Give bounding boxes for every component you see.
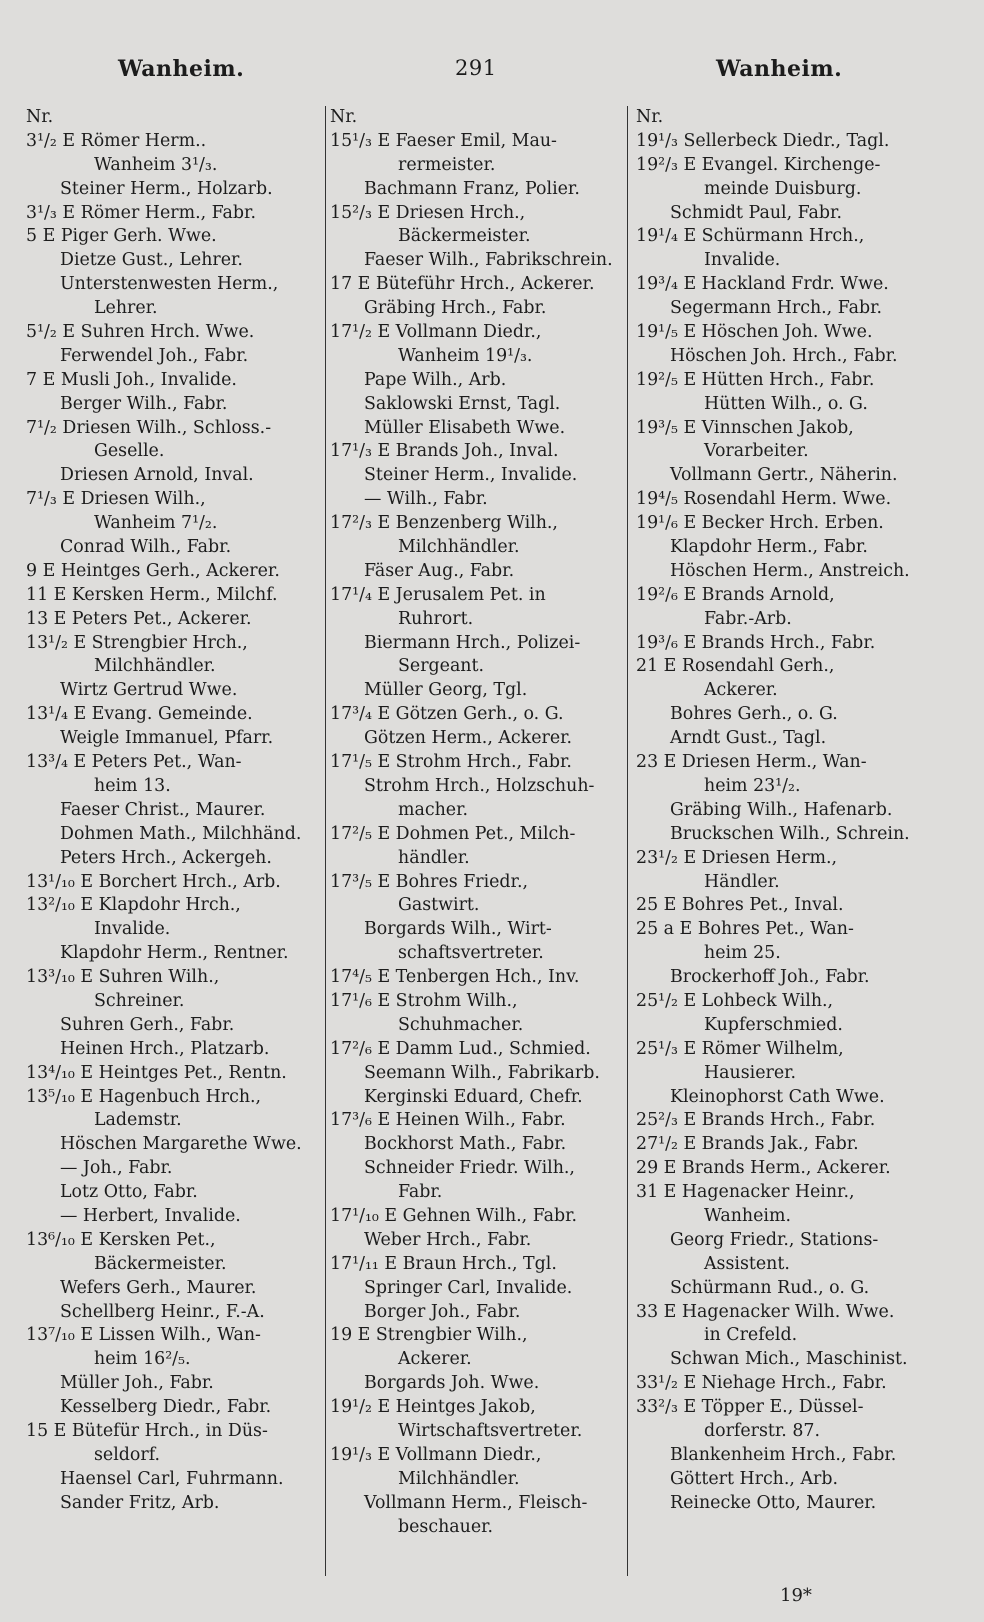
resident-entry: Borger Joh., Fabr. [364,1301,521,1322]
entry-continuation: Hütten Wilh., o. G. [704,393,868,414]
entry-continuation: Wirtschaftsvertreter. [398,1420,583,1441]
entry-continuation: beschauer. [398,1516,494,1537]
house-entry: 33 E Hagenacker Wilh. Wwe. [636,1301,895,1322]
house-entry: 23 E Driesen Herm., Wan- [636,752,867,773]
resident-entry: Saklowski Ernst, Tagl. [364,393,561,414]
house-entry: 17²/₃ E Benzenberg Wilh., [330,513,558,534]
column-3 [636,106,936,1516]
resident-entry: Schwan Mich., Maschinist. [670,1349,908,1370]
resident-entry: Weigle Immanuel, Pfarr. [60,728,274,749]
running-head-left: Wanheim. [118,56,245,82]
resident-entry: Steiner Herm., Holzarb. [60,178,273,199]
entry-continuation: Schuhmacher. [398,1014,524,1035]
house-entry: 25¹/₃ E Römer Wilhelm, [636,1038,844,1059]
resident-entry: Fäser Aug., Fabr. [364,560,515,581]
entry-continuation: schaftsvertreter. [398,943,544,964]
entry-continuation: händler. [398,847,470,868]
resident-entry: Schürmann Rud., o. G. [670,1277,870,1298]
resident-entry: Weber Hrch., Fabr. [364,1229,532,1250]
house-entry: 11 E Kersken Herm., Milchf. [26,584,278,605]
running-head-right: Wanheim. [716,56,843,82]
entry-continuation: Schreiner. [94,990,185,1011]
house-entry: 19 E Strengbier Wilh., [330,1325,528,1346]
house-entry: 19¹/₅ E Höschen Joh. Wwe. [636,322,873,343]
resident-entry: Dietze Gust., Lehrer. [60,250,243,271]
resident-entry: Peters Hrch., Ackergeh. [60,847,272,868]
column-2 [330,106,624,1539]
entry-continuation: Ackerer. [704,680,778,701]
house-entry: 13¹/₁₀ E Borchert Hrch., Arb. [26,871,281,892]
resident-entry: — Herbert, Invalide. [60,1205,241,1226]
resident-entry: Brockerhoff Joh., Fabr. [670,967,870,988]
resident-entry: Gräbing Hrch., Fabr. [364,298,547,319]
resident-entry: Springer Carl, Invalide. [364,1277,573,1298]
entry-continuation: in Crefeld. [704,1325,798,1346]
resident-entry: Driesen Arnold, Inval. [60,465,254,486]
entry-continuation: Bäckermeister. [94,1253,227,1274]
house-entry: 25 a E Bohres Pet., Wan- [636,919,854,940]
resident-entry: Dohmen Math., Milchhänd. [60,823,302,844]
house-entry: 19²/₅ E Hütten Hrch., Fabr. [636,369,875,390]
resident-entry: Strohm Hrch., Holzschuh- [364,775,595,796]
entry-continuation: Wanheim. [704,1205,792,1226]
house-entry: 13⁷/₁₀ E Lissen Wilh., Wan- [26,1325,261,1346]
resident-entry: Höschen Herm., Anstreich. [670,560,910,581]
resident-entry: Reinecke Otto, Maurer. [670,1492,877,1513]
entry-continuation: dorferstr. 87. [704,1420,820,1441]
house-entry: 17¹/₁₀ E Gehnen Wilh., Fabr. [330,1205,578,1226]
entry-continuation: Lademstr. [94,1110,182,1131]
resident-entry: Sander Fritz, Arb. [60,1492,220,1513]
house-entry: 17³/₆ E Heinen Wilh., Fabr. [330,1110,566,1131]
house-entry: 7¹/₂ Driesen Wilh., Schloss.- [26,417,272,438]
house-entry: 13³/₄ E Peters Pet., Wan- [26,752,242,773]
house-entry: 15²/₃ E Driesen Hrch., [330,202,526,223]
house-entry: 33¹/₂ E Niehage Hrch., Fabr. [636,1373,887,1394]
page-number: 291 [455,56,497,80]
house-entry: 17¹/₆ E Strohm Wilh., [330,990,518,1011]
house-entry: 7 E Musli Joh., Invalide. [26,369,237,390]
entry-continuation: Geselle. [94,441,165,462]
resident-entry: Suhren Gerh., Fabr. [60,1014,235,1035]
resident-entry: Vollmann Herm., Fleisch- [364,1492,588,1513]
resident-entry: — Wilh., Fabr. [364,489,488,510]
house-entry: 21 E Rosendahl Gerh., [636,656,835,677]
house-entry: 17³/₅ E Bohres Friedr., [330,871,529,892]
entry-continuation: Lehrer. [94,298,158,319]
entry-continuation: Kupferschmied. [704,1014,843,1035]
resident-entry: Müller Joh., Fabr. [60,1373,214,1394]
entry-continuation: Invalide. [94,919,171,940]
printer-signature: 19* [780,1585,812,1606]
entry-continuation: rermeister. [398,154,496,175]
house-entry: 29 E Brands Herm., Ackerer. [636,1158,891,1179]
entry-continuation: Ackerer. [398,1349,472,1370]
house-entry: 31 E Hagenacker Heinr., [636,1182,855,1203]
house-entry: 33²/₃ E Töpper E., Düssel- [636,1397,864,1418]
house-entry: 13²/₁₀ E Klapdohr Hrch., [26,895,241,916]
house-entry: 13¹/₂ E Strengbier Hrch., [26,632,248,653]
house-entry: 17¹/₄ E Jerusalem Pet. in [330,584,546,605]
entry-continuation: Hausierer. [704,1062,797,1083]
entry-continuation: heim 25. [704,943,781,964]
house-entry: 19³/₅ E Vinnschen Jakob, [636,417,854,438]
entry-continuation: Vorarbeiter. [704,441,809,462]
house-entry: 9 E Heintges Gerh., Ackerer. [26,560,280,581]
entry-continuation: heim 16²/₅. [94,1349,191,1370]
house-entry: 25 E Bohres Pet., Inval. [636,895,844,916]
house-entry: 19¹/₄ E Schürmann Hrch., [636,226,865,247]
entry-continuation: meinde Duisburg. [704,178,862,199]
resident-entry: Faeser Christ., Maurer. [60,799,266,820]
resident-entry: Borgards Joh. Wwe. [364,1373,540,1394]
column-rule [627,106,628,1576]
house-entry: 19¹/₃ Sellerbeck Diedr., Tagl. [636,130,890,151]
house-entry: 15 E Bütefür Hrch., in Düs- [26,1420,268,1441]
entry-continuation: Fabr. [398,1182,443,1203]
resident-entry: Schneider Friedr. Wilh., [364,1158,575,1179]
resident-entry: Höschen Margarethe Wwe. [60,1134,302,1155]
house-entry: 19⁴/₅ Rosendahl Herm. Wwe. [636,489,892,510]
entry-continuation: macher. [398,799,469,820]
resident-entry: Schmidt Paul, Fabr. [670,202,842,223]
resident-entry: Pape Wilh., Arb. [364,369,507,390]
resident-entry: Wefers Gerh., Maurer. [60,1277,257,1298]
resident-entry: Müller Elisabeth Wwe. [364,417,566,438]
entry-continuation: Milchhändler. [398,537,520,558]
column-1 [26,106,322,1516]
house-entry: 17²/₅ E Dohmen Pet., Milch- [330,823,576,844]
entry-continuation: Wanheim 3¹/₃. [94,154,218,175]
house-entry: 17³/₄ E Götzen Gerh., o. G. [330,704,564,725]
resident-entry: Biermann Hrch., Polizei- [364,632,581,653]
resident-entry: Wirtz Gertrud Wwe. [60,680,238,701]
house-entry: 5 E Piger Gerh. Wwe. [26,226,217,247]
house-entry: 3¹/₂ E Römer Herm.. [26,130,207,151]
house-entry: 13⁴/₁₀ E Heintges Pet., Rentn. [26,1062,287,1083]
house-entry: 25²/₃ E Brands Hrch., Fabr. [636,1110,876,1131]
entry-continuation: Milchhändler. [94,656,216,677]
resident-entry: Heinen Hrch., Platzarb. [60,1038,270,1059]
resident-entry: Georg Friedr., Stations- [670,1229,879,1250]
house-entry: 25¹/₂ E Lohbeck Wilh., [636,990,834,1011]
resident-entry: — Joh., Fabr. [60,1158,173,1179]
entry-continuation: Gastwirt. [398,895,480,916]
house-entry: 23¹/₂ E Driesen Herm., [636,847,838,868]
house-entry: 13⁶/₁₀ E Kersken Pet., [26,1229,216,1250]
house-entry: 19¹/₆ E Becker Hrch. Erben. [636,513,884,534]
house-entry: 19³/₄ E Hackland Frdr. Wwe. [636,274,889,295]
resident-entry: Conrad Wilh., Fabr. [60,537,232,558]
house-entry: 13¹/₄ E Evang. Gemeinde. [26,704,253,725]
resident-entry: Götzen Herm., Ackerer. [364,728,573,749]
resident-entry: Klapdohr Herm., Rentner. [60,943,289,964]
house-entry: 13³/₁₀ E Suhren Wilh., [26,967,220,988]
resident-entry: Unterstenwesten Herm., [60,274,279,295]
resident-entry: Müller Georg, Tgl. [364,680,528,701]
resident-entry: Kleinophorst Cath Wwe. [670,1086,885,1107]
resident-entry: Haensel Carl, Fuhrmann. [60,1468,284,1489]
entry-continuation: Assistent. [704,1253,790,1274]
entry-continuation: Milchhändler. [398,1468,520,1489]
column-heading: Nr. [330,107,358,127]
house-entry: 19¹/₃ E Vollmann Diedr., [330,1444,542,1465]
house-entry: 17⁴/₅ E Tenbergen Hch., Inv. [330,967,580,988]
house-entry: 17¹/₂ E Vollmann Diedr., [330,322,542,343]
resident-entry: Schellberg Heinr., F.-A. [60,1301,265,1322]
resident-entry: Blankenheim Hrch., Fabr. [670,1444,897,1465]
resident-entry: Höschen Joh. Hrch., Fabr. [670,345,898,366]
house-entry: 19³/₆ E Brands Hrch., Fabr. [636,632,876,653]
house-entry: 5¹/₂ E Suhren Hrch. Wwe. [26,322,255,343]
resident-entry: Bachmann Franz, Polier. [364,178,580,199]
house-entry: 19²/₃ E Evangel. Kirchenge- [636,154,881,175]
resident-entry: Segermann Hrch., Fabr. [670,298,883,319]
resident-entry: Gräbing Wilh., Hafenarb. [670,799,893,820]
house-entry: 13 E Peters Pet., Ackerer. [26,608,252,629]
resident-entry: Bohres Gerh., o. G. [670,704,838,725]
resident-entry: Lotz Otto, Fabr. [60,1182,198,1203]
resident-entry: Arndt Gust., Tagl. [670,728,827,749]
entry-continuation: heim 13. [94,775,171,796]
resident-entry: Steiner Herm., Invalide. [364,465,578,486]
resident-entry: Göttert Hrch., Arb. [670,1468,838,1489]
resident-entry: Kesselberg Diedr., Fabr. [60,1397,272,1418]
column-heading: Nr. [26,107,54,127]
resident-entry: Vollmann Gertr., Näherin. [670,465,898,486]
resident-entry: Bockhorst Math., Fabr. [364,1134,567,1155]
house-entry: 15¹/₃ E Faeser Emil, Mau- [330,130,557,151]
house-entry: 3¹/₃ E Römer Herm., Fabr. [26,202,256,223]
resident-entry: Ferwendel Joh., Fabr. [60,345,249,366]
entry-continuation: Bäckermeister. [398,226,531,247]
entry-continuation: heim 23¹/₂. [704,775,801,796]
resident-entry: Seemann Wilh., Fabrikarb. [364,1062,600,1083]
column-heading: Nr. [636,107,664,127]
entry-continuation: Wanheim 7¹/₂. [94,513,218,534]
house-entry: 19²/₆ E Brands Arnold, [636,584,835,605]
entry-continuation: Wanheim 19¹/₃. [398,345,533,366]
entry-continuation: Invalide. [704,250,781,271]
house-entry: 27¹/₂ E Brands Jak., Fabr. [636,1134,859,1155]
entry-continuation: Sergeant. [398,656,485,677]
resident-entry: Bruckschen Wilh., Schrein. [670,823,910,844]
resident-entry: Faeser Wilh., Fabrikschrein. [364,250,613,271]
resident-entry: Klapdohr Herm., Fabr. [670,537,868,558]
house-entry: 7¹/₃ E Driesen Wilh., [26,489,206,510]
house-entry: 17¹/₅ E Strohm Hrch., Fabr. [330,752,572,773]
entry-continuation: Fabr.-Arb. [704,608,792,629]
entry-continuation: Händler. [704,871,780,892]
house-entry: 17¹/₁₁ E Braun Hrch., Tgl. [330,1253,557,1274]
house-entry: 17 E Büteführ Hrch., Ackerer. [330,274,595,295]
resident-entry: Kerginski Eduard, Chefr. [364,1086,583,1107]
entry-continuation: Ruhrort. [398,608,474,629]
house-entry: 19¹/₂ E Heintges Jakob, [330,1397,536,1418]
column-rule [325,106,326,1576]
entry-continuation: seldorf. [94,1444,161,1465]
house-entry: 17¹/₃ E Brands Joh., Inval. [330,441,559,462]
house-entry: 17²/₆ E Damm Lud., Schmied. [330,1038,591,1059]
house-entry: 13⁵/₁₀ E Hagenbuch Hrch., [26,1086,262,1107]
resident-entry: Berger Wilh., Fabr. [60,393,228,414]
resident-entry: Borgards Wilh., Wirt- [364,919,552,940]
